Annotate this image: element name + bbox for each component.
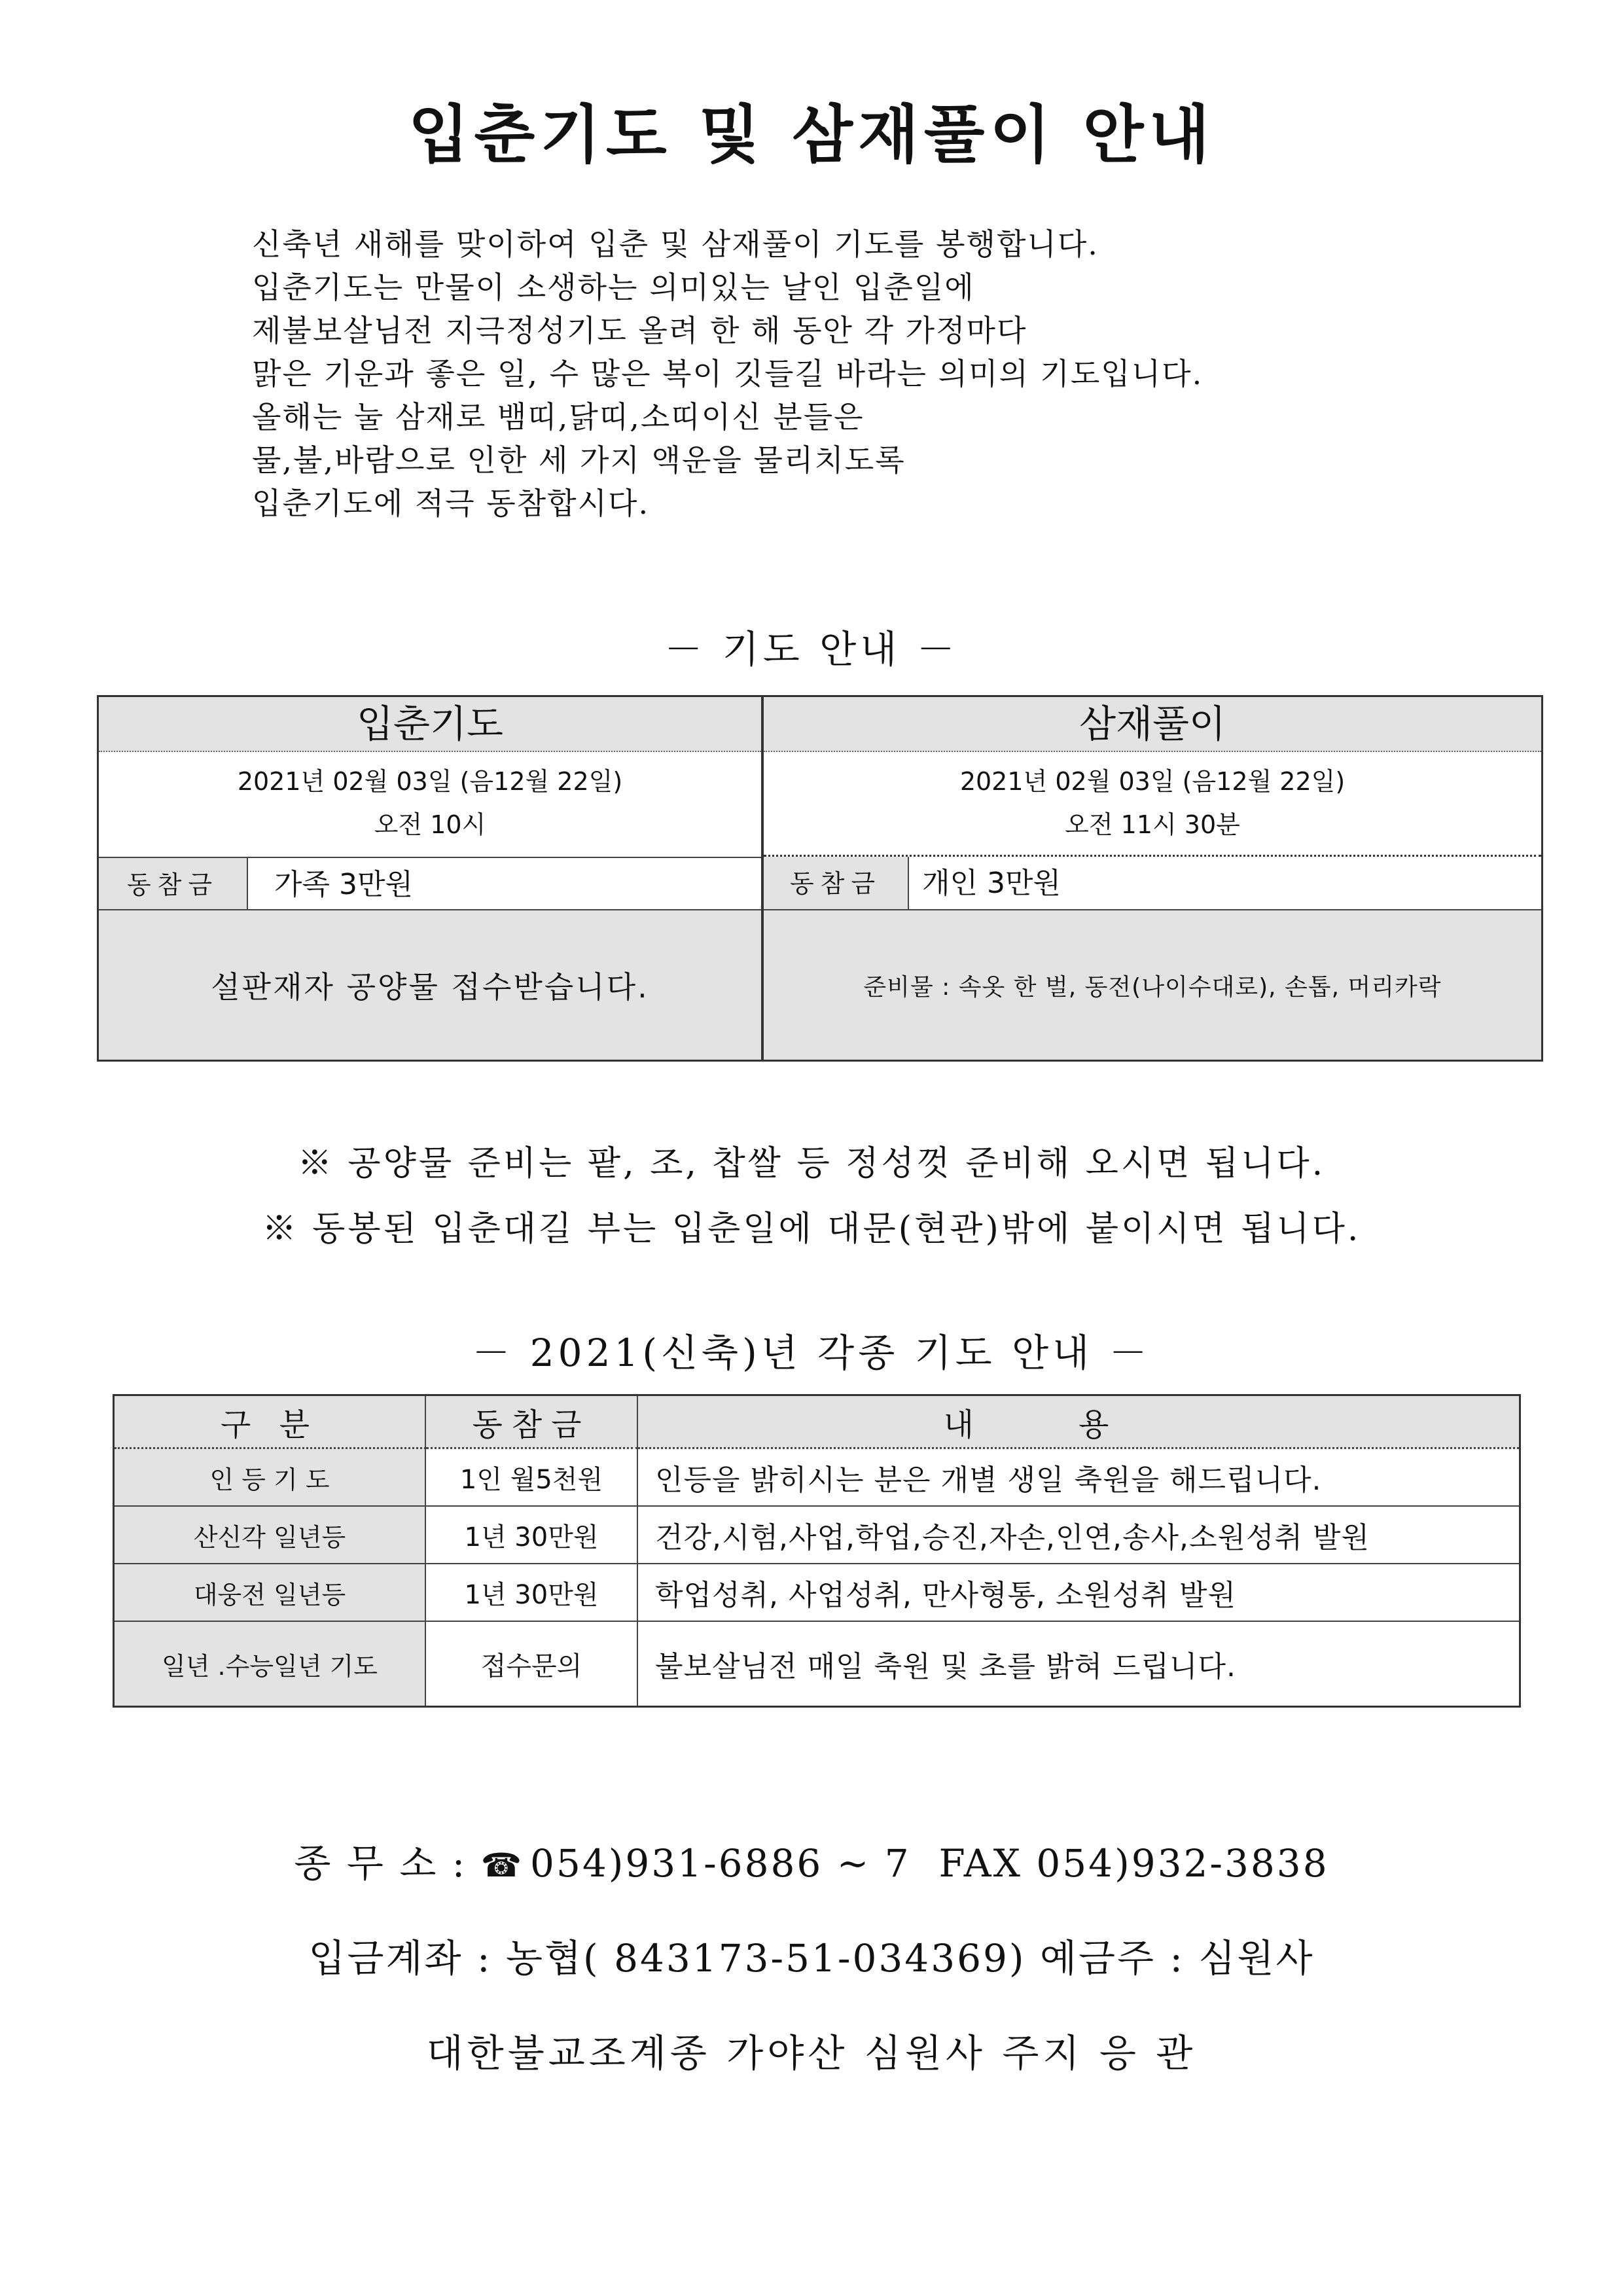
notice-offerings: ※ 공양물 준비는 팥, 조, 찹쌀 등 정성껏 준비해 오시면 됩니다. xyxy=(297,1144,1326,1183)
samjae-fee-label: 동참금 xyxy=(764,857,909,910)
prayer-guide-table xyxy=(97,695,1543,1062)
row-category: 일년 .수능일년 기도 xyxy=(114,1621,426,1707)
table-row xyxy=(114,1448,1520,1507)
table-row xyxy=(114,1621,1520,1707)
bank-account: 입금계좌 : 농협( 843173-51-034369) 예금주 : 심원사 xyxy=(308,1936,1315,1981)
samjae-fee-row xyxy=(764,857,1541,910)
samjae-time: 오전 11시 30분 xyxy=(1065,810,1240,839)
table-row xyxy=(114,1506,1520,1564)
intro-line: 올해는 눌 삼재로 뱀띠,닭띠,소띠이신 분들은 xyxy=(252,399,865,435)
ipchun-fee-row xyxy=(99,857,761,912)
temple-signature: 대한불교조계종 가야산 심원사 주지 응 관 xyxy=(426,2031,1197,2075)
samjae-title: 삼재풀이 xyxy=(764,697,1541,752)
table-row xyxy=(114,1564,1520,1621)
intro-line: 입춘기도는 만물이 소생하는 의미있는 날인 입춘일에 xyxy=(252,270,975,305)
office-label: 종 무 소 : xyxy=(294,1841,467,1886)
ipchun-fee-label: 동참금 xyxy=(99,858,248,912)
samjae-column xyxy=(764,697,1541,1060)
ipchun-title: 입춘기도 xyxy=(99,697,761,752)
ipchun-note: 설판재자 공양물 접수받습니다. xyxy=(99,909,761,1060)
phone-icon: ☎ xyxy=(480,1846,524,1884)
annual-heading: － 2021(신축)년 각종 기도 안내 － xyxy=(472,1331,1151,1375)
row-fee: 1년 30만원 xyxy=(425,1564,637,1621)
header-content: 내용 xyxy=(637,1395,1520,1448)
row-content: 건강,시험,사업,학업,승진,자손,인연,송사,소원성취 발원 xyxy=(637,1506,1520,1564)
header-fee: 동참금 xyxy=(425,1395,637,1448)
ipchun-date: 2021년 02월 03일 (음12월 22일) xyxy=(237,767,623,796)
ipchun-fee-value: 가족 3만원 xyxy=(274,868,413,901)
samjae-note: 준비물 : 속옷 한 벌, 동전(나이수대로), 손톱, 머리카락 xyxy=(764,909,1541,1060)
ipchun-schedule xyxy=(99,752,761,857)
samjae-date: 2021년 02월 03일 (음12월 22일) xyxy=(959,767,1346,796)
intro-paragraph xyxy=(252,223,1495,525)
row-fee: 1년 30만원 xyxy=(425,1506,637,1564)
annual-prayer-table xyxy=(113,1394,1521,1708)
ipchun-time: 오전 10시 xyxy=(374,810,486,839)
row-content: 인등을 밝히시는 분은 개별 생일 축원을 해드립니다. xyxy=(637,1448,1520,1507)
intro-line: 물,불,바람으로 인한 세 가지 액운을 물리치도록 xyxy=(252,442,906,478)
row-category: 인 등 기 도 xyxy=(114,1448,426,1507)
office-phone: 054)931-6886 ~ 7 xyxy=(530,1841,911,1886)
row-fee: 1인 월5천원 xyxy=(425,1448,637,1507)
table-header-row xyxy=(114,1395,1520,1448)
intro-line: 제불보살님전 지극정성기도 올려 한 해 동안 각 가정마다 xyxy=(252,313,1027,348)
intro-line: 입춘기도에 적극 동참합시다. xyxy=(252,486,650,521)
row-content: 학업성취, 사업성취, 만사형통, 소원성취 발원 xyxy=(637,1564,1520,1621)
row-content: 불보살님전 매일 축원 및 초를 밝혀 드립니다. xyxy=(637,1621,1520,1707)
samjae-schedule xyxy=(764,752,1541,857)
intro-line: 신축년 새해를 맞이하여 입춘 및 삼재풀이 기도를 봉행합니다. xyxy=(252,226,1099,262)
ipchun-column xyxy=(99,697,764,1060)
notice-talisman: ※ 동봉된 입춘대길 부는 입춘일에 대문(현관)밖에 붙이시면 됩니다. xyxy=(262,1210,1361,1249)
header-category: 구 분 xyxy=(114,1395,426,1448)
row-fee: 접수문의 xyxy=(425,1621,637,1707)
office-contact xyxy=(0,1833,1623,1888)
intro-line: 맑은 기운과 좋은 일, 수 많은 복이 깃들길 바라는 의미의 기도입니다. xyxy=(252,356,1204,391)
guide-heading: － 기도 안내 － xyxy=(664,627,959,672)
samjae-fee-value: 개인 3만원 xyxy=(922,867,1061,900)
page-title: 입춘기도 및 삼재풀이 안내 xyxy=(408,98,1215,171)
office-fax: FAX 054)932-3838 xyxy=(938,1841,1329,1886)
row-category: 산신각 일년등 xyxy=(114,1506,426,1564)
row-category: 대웅전 일년등 xyxy=(114,1564,426,1621)
